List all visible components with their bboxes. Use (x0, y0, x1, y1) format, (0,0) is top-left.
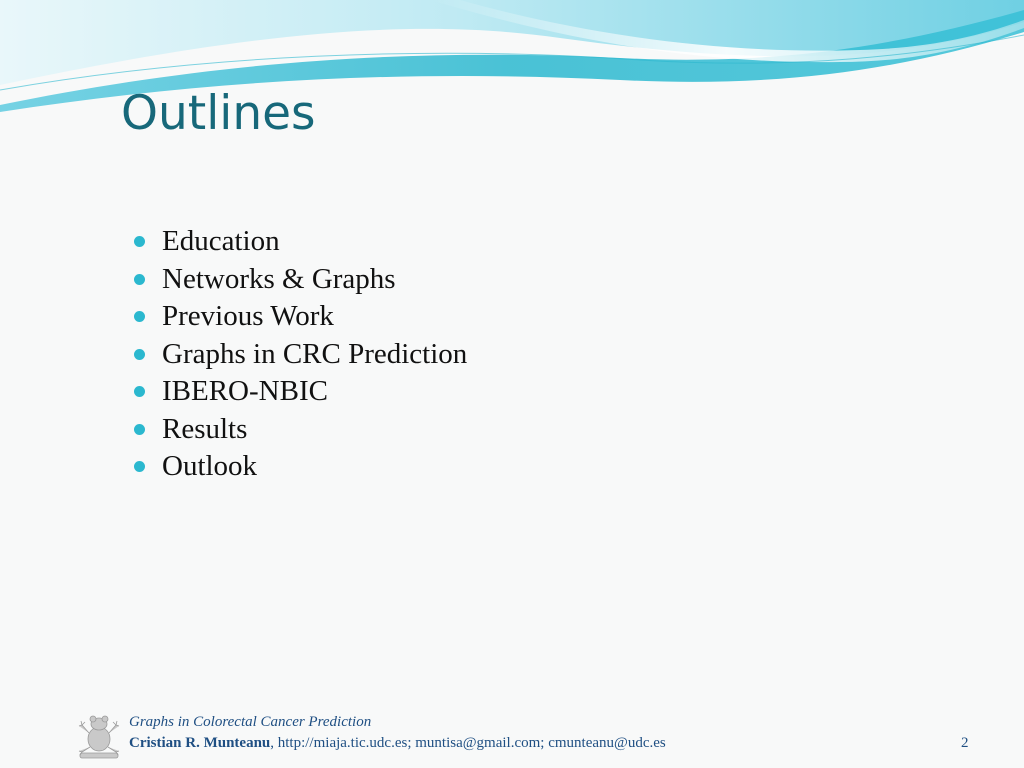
footer-presentation-title: Graphs in Colorectal Cancer Prediction (129, 714, 372, 730)
list-item (134, 261, 467, 299)
list-item-text: IBERO-NBIC (162, 375, 328, 407)
list-item (134, 336, 467, 374)
list-item-text: Previous Work (162, 300, 334, 332)
bullet-icon (134, 424, 145, 435)
bullet-icon (134, 386, 145, 397)
list-item-text: Outlook (162, 450, 258, 482)
list-item (134, 373, 467, 411)
page-number: 2 (961, 735, 969, 751)
footer-author: Cristian R. Munteanu (129, 735, 271, 751)
frog-logo-icon (76, 711, 122, 761)
slide-title: Outlines (121, 86, 316, 141)
list-item (134, 223, 467, 261)
bullet-icon (134, 461, 145, 472)
bullet-icon (134, 349, 145, 360)
outline-list (134, 223, 467, 486)
list-item (134, 411, 467, 449)
list-item-text: Education (162, 225, 280, 257)
bullet-icon (134, 311, 145, 322)
footer-contact: , http://miaja.tic.udc.es; muntisa@gmail.com; cmunteanu@udc.es (270, 735, 666, 751)
list-item-text: Networks & Graphs (162, 262, 396, 295)
list-item-text: Graphs in CRC Prediction (162, 337, 468, 370)
bullet-icon (134, 274, 145, 285)
list-item-text: Results (162, 412, 248, 445)
footer-author-contact (129, 735, 666, 752)
bullet-icon (134, 236, 145, 247)
list-item (134, 448, 467, 486)
list-item (134, 298, 467, 336)
